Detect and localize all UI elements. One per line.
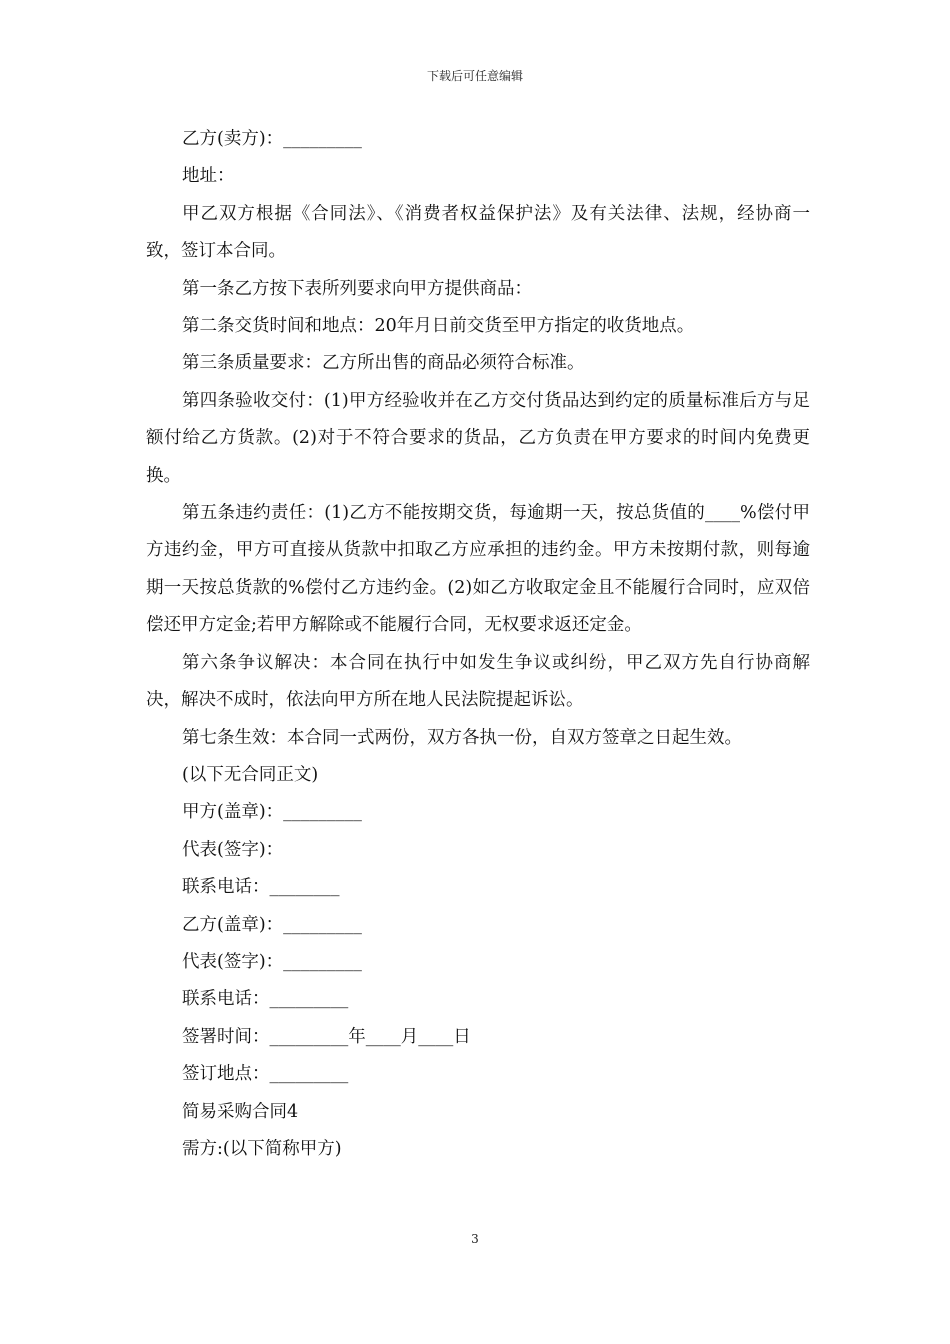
paragraph-buyer: 需方:(以下简称甲方): [182, 1138, 342, 1159]
paragraph-article-6: 第六条争议解决：本合同在执行中如发生争议或纠纷，甲乙双方先自行协商解决，解决不成时，依法向甲方所在地人民法院提起诉讼。: [146, 652, 810, 711]
paragraph-article-1: 第一条乙方按下表所列要求向甲方提供商品：: [182, 278, 532, 299]
paragraph-contract-title: 简易采购合同4: [182, 1101, 299, 1122]
page-number: 3: [471, 1232, 479, 1246]
paragraph-party-a-phone: 联系电话：________: [182, 877, 340, 898]
paragraph-party-a-seal: 甲方(盖章)：_________: [182, 802, 362, 823]
paragraph-party-b-phone: 联系电话：_________: [182, 989, 349, 1010]
paragraph-article-7: 第七条生效：本合同一式两份，双方各执一份，自双方签章之日起生效。: [182, 727, 742, 748]
paragraph-end-note: (以下无合同正文): [182, 764, 319, 785]
paragraph-seller: 乙方(卖方)：_________: [182, 129, 362, 149]
paragraph-party-a-rep: 代表(签字)：: [182, 839, 284, 860]
paragraph-party-b-rep: 代表(签字)：_________: [182, 951, 362, 972]
paragraph-sign-date: 签署时间：_________年____月____日: [182, 1026, 471, 1047]
paragraph-address: 地址：: [182, 166, 235, 187]
paragraph-article-5: 第五条违约责任：(1)乙方不能按期交货，每逾期一天，按总货值的____%偿付甲方违约金，甲方可直接从货款中扣取乙方应承担的违约金。甲方未按期付款，则每逾期一天按总货款的%偿付乙方违约金。(2)如乙方收取定金且不能履行合同时，应双倍偿还甲方定金;若甲方解除或不能履行合同，无权要求返还定金。: [146, 503, 810, 636]
paragraph-article-2: 第二条交货时间和地点：20年月日前交货至甲方指定的收货地点。: [182, 316, 695, 337]
paragraph-preamble: 甲乙双方根据《合同法》、《消费者权益保护法》及有关法律、法规，经协商一致，签订本合同。: [146, 203, 810, 262]
document-body: [146, 121, 810, 1168]
paragraph-article-4: 第四条验收交付：(1)甲方经验收并在乙方交付货品达到约定的质量标准后方与足额付给乙方货款。(2)对于不符合要求的货品，乙方负责在甲方要求的时间内免费更换。: [146, 390, 810, 486]
paragraph-party-b-seal: 乙方(盖章)：_________: [182, 914, 362, 935]
paragraph-sign-place: 签订地点：_________: [182, 1064, 349, 1085]
paragraph-article-3: 第三条质量要求：乙方所出售的商品必须符合标准。: [182, 353, 585, 374]
page-header: 下载后可任意编辑: [426, 69, 523, 83]
